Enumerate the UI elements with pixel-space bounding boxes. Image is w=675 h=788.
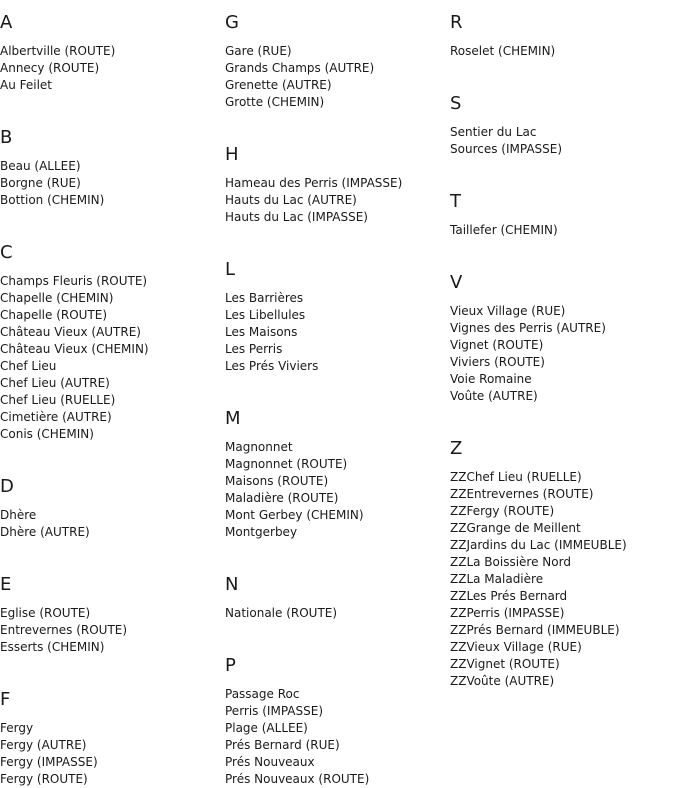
street-list [225, 290, 450, 375]
letter-group-b [0, 115, 225, 209]
street-name: ZZLa Maladière [450, 572, 544, 586]
letter-heading: R [450, 12, 463, 33]
street-list [450, 124, 675, 158]
street-list [450, 469, 675, 690]
letter-heading: V [450, 272, 463, 293]
street-name: Prés Nouveaux [225, 755, 315, 769]
street-name: Hauts du Lac (AUTRE) [225, 193, 357, 207]
street-name: Chef Lieu (AUTRE) [0, 376, 110, 390]
street-name: Esserts (CHEMIN) [0, 640, 105, 654]
letter-group-l [225, 247, 450, 375]
street-name: Vieux Village (RUE) [450, 304, 566, 318]
street-list [0, 507, 225, 541]
street-index-column-2 [225, 0, 450, 788]
letter-heading: G [225, 12, 239, 33]
street-name: Cimetière (AUTRE) [0, 410, 112, 424]
street-name: Vignes des Perris (AUTRE) [450, 321, 606, 335]
street-name: Grands Champs (AUTRE) [225, 61, 375, 75]
street-name: Eglise (ROUTE) [0, 606, 91, 620]
street-name: ZZVoûte (AUTRE) [450, 674, 555, 688]
street-name: ZZJardins du Lac (IMMEUBLE) [450, 538, 627, 552]
street-name: Champs Fleuris (ROUTE) [0, 274, 148, 288]
street-name: Prés Bernard (RUE) [225, 738, 340, 752]
street-name: Bottion (CHEMIN) [0, 193, 105, 207]
street-name: Sources (IMPASSE) [450, 142, 563, 156]
street-name: ZZChef Lieu (RUELLE) [450, 470, 582, 484]
letter-heading: N [225, 574, 239, 595]
street-name: Plage (ALLEE) [225, 721, 308, 735]
street-name: Les Libellules [225, 308, 306, 322]
street-name: Dhère (AUTRE) [0, 525, 90, 539]
letter-group-v [450, 260, 675, 405]
street-list [0, 605, 225, 656]
letter-group-g [225, 0, 450, 111]
letter-heading: A [0, 12, 13, 33]
street-name: ZZFergy (ROUTE) [450, 504, 555, 518]
street-name: Roselet (CHEMIN) [450, 44, 556, 58]
street-list [225, 605, 450, 622]
street-name: Viviers (ROUTE) [450, 355, 545, 369]
street-name: Les Maisons [225, 325, 298, 339]
street-name: Chapelle (ROUTE) [0, 308, 108, 322]
letter-group-e [0, 562, 225, 656]
street-name: Hameau des Perris (IMPASSE) [225, 176, 403, 190]
letter-heading: S [450, 93, 462, 114]
street-name: ZZLes Prés Bernard [450, 589, 568, 603]
street-name: Château Vieux (AUTRE) [0, 325, 141, 339]
street-name: Borgne (RUE) [0, 176, 81, 190]
street-list [0, 273, 225, 443]
letter-group-c [0, 230, 225, 443]
letter-heading: H [225, 144, 239, 165]
letter-heading: M [225, 408, 241, 429]
street-name: Perris (IMPASSE) [225, 704, 323, 718]
street-name: ZZPrés Bernard (IMMEUBLE) [450, 623, 620, 637]
street-list [0, 158, 225, 209]
street-name: Les Perris [225, 342, 283, 356]
street-name: Hauts du Lac (IMPASSE) [225, 210, 368, 224]
street-name: Chapelle (CHEMIN) [0, 291, 114, 305]
letter-heading: P [225, 655, 236, 676]
street-name: ZZEntrevernes (ROUTE) [450, 487, 594, 501]
street-name: ZZVieux Village (RUE) [450, 640, 582, 654]
letter-group-h [225, 132, 450, 226]
letter-heading: C [0, 242, 13, 263]
letter-heading: B [0, 127, 13, 148]
street-name: Au Feilet [0, 78, 53, 92]
street-index-column-1 [0, 0, 225, 788]
street-name: Annecy (ROUTE) [0, 61, 100, 75]
letter-group-z [450, 426, 675, 690]
letter-heading: D [0, 476, 14, 497]
street-name: Sentier du Lac [450, 125, 537, 139]
street-name: Montgerbey [225, 525, 298, 539]
street-name: Gare (RUE) [225, 44, 292, 58]
letter-group-s [450, 81, 675, 158]
street-name: Les Barrières [225, 291, 304, 305]
street-list [225, 686, 450, 788]
street-name: Grotte (CHEMIN) [225, 95, 325, 109]
street-name: Maladière (ROUTE) [225, 491, 339, 505]
street-index-column-3 [450, 0, 675, 690]
street-name: Château Vieux (CHEMIN) [0, 342, 149, 356]
street-name: ZZLa Boissière Nord [450, 555, 571, 569]
street-name: Magnonnet (ROUTE) [225, 457, 348, 471]
street-list [225, 439, 450, 541]
letter-group-m [225, 396, 450, 541]
street-name: Chef Lieu (RUELLE) [0, 393, 116, 407]
street-name: Les Prés Viviers [225, 359, 319, 373]
street-name: Fergy (IMPASSE) [0, 755, 98, 769]
street-name: ZZPerris (IMPASSE) [450, 606, 565, 620]
street-name: Beau (ALLEE) [0, 159, 81, 173]
street-list [0, 43, 225, 94]
street-name: Voûte (AUTRE) [450, 389, 538, 403]
street-list [450, 43, 675, 60]
street-name: Fergy (AUTRE) [0, 738, 87, 752]
street-list [450, 303, 675, 405]
street-name: Taillefer (CHEMIN) [450, 223, 558, 237]
letter-group-r [450, 0, 675, 60]
street-list [450, 222, 675, 239]
street-name: Voie Romaine [450, 372, 532, 386]
street-name: Vignet (ROUTE) [450, 338, 544, 352]
letter-heading: L [225, 259, 236, 280]
letter-group-a [0, 0, 225, 94]
street-list [0, 720, 225, 788]
letter-group-t [450, 179, 675, 239]
letter-heading: Z [450, 438, 463, 459]
letter-group-p [225, 643, 450, 788]
street-name: Prés Nouveaux (ROUTE) [225, 772, 370, 786]
street-name: Entrevernes (ROUTE) [0, 623, 128, 637]
street-name: Maisons (ROUTE) [225, 474, 329, 488]
street-name: Chef Lieu [0, 359, 57, 373]
street-name: Dhère [0, 508, 37, 522]
letter-heading: F [0, 689, 11, 710]
street-name: Magnonnet [225, 440, 293, 454]
letter-group-f [0, 677, 225, 788]
street-name: Fergy [0, 721, 34, 735]
letter-heading: E [0, 574, 12, 595]
street-name: Passage Roc [225, 687, 300, 701]
street-name: Conis (CHEMIN) [0, 427, 94, 441]
street-name: ZZGrange de Meillent [450, 521, 581, 535]
letter-group-d [0, 464, 225, 541]
street-list [225, 175, 450, 226]
street-list [225, 43, 450, 111]
street-name: Fergy (ROUTE) [0, 772, 88, 786]
street-name: Grenette (AUTRE) [225, 78, 332, 92]
street-name: ZZVignet (ROUTE) [450, 657, 560, 671]
street-name: Albertville (ROUTE) [0, 44, 116, 58]
letter-heading: T [450, 191, 461, 212]
letter-group-n [225, 562, 450, 622]
street-name: Nationale (ROUTE) [225, 606, 338, 620]
street-name: Mont Gerbey (CHEMIN) [225, 508, 364, 522]
